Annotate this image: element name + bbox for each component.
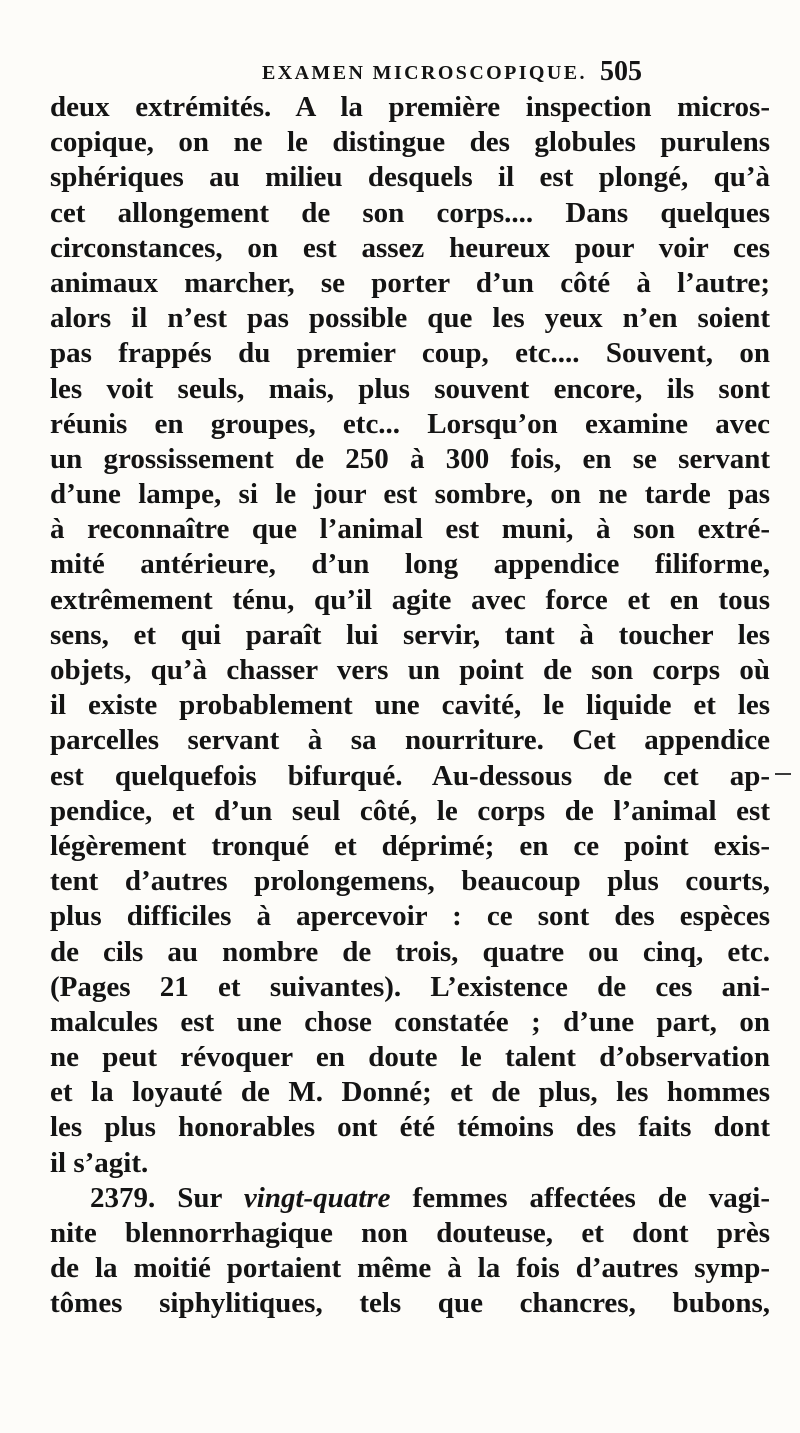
text-segment: femmes affectées de vagi- bbox=[412, 1181, 771, 1214]
text-line: à reconnaître que l’animal est muni, à son extré- bbox=[50, 513, 770, 546]
text-line: sphériques au milieu desquels il est plongé, qu’à bbox=[50, 161, 770, 194]
running-head-title: EXAMEN MICROSCOPIQUE. bbox=[262, 62, 587, 84]
text-line: il existe probablement une cavité, le liquide et les bbox=[50, 689, 770, 722]
text-line: ne peut révoquer en doute le talent d’observation bbox=[50, 1041, 770, 1074]
text-line: les voit seuls, mais, plus souvent encore, ils sont bbox=[50, 372, 770, 405]
text-line: objets, qu’à chasser vers un point de son corps où bbox=[50, 654, 770, 686]
text-line: cet allongement de son corps.... Dans quelques bbox=[50, 196, 770, 229]
text-line: alors il n’est pas possible que les yeux n’en soient bbox=[50, 302, 770, 335]
text-line: extrêmement ténu, qu’il agite avec force et en tous bbox=[50, 583, 770, 616]
paragraph-start-line bbox=[50, 1181, 770, 1216]
text-line: tômes siphylitiques, tels que chancres, bubons, bbox=[50, 1287, 770, 1320]
text-line: parcelles servant à sa nourriture. Cet appendice bbox=[50, 724, 770, 757]
text-line: nite blennorrhagique non douteuse, et dont près bbox=[50, 1217, 770, 1249]
text-line: les plus honorables ont été témoins des faits dont bbox=[50, 1111, 770, 1144]
text-line: d’une lampe, si le jour est sombre, on ne tarde pas bbox=[50, 478, 770, 511]
text-segment: Sur bbox=[177, 1181, 222, 1214]
text-line: (Pages 21 et suivantes). L’existence de ces ani- bbox=[50, 970, 770, 1003]
text-line: est quelquefois bifurqué. Au-dessous de cet ap- bbox=[50, 759, 770, 792]
text-line: de cils au nombre de trois, quatre ou cinq, etc. bbox=[50, 935, 770, 968]
text-line: copique, on ne le distingue des globules purulens bbox=[50, 126, 770, 159]
text-line: deux extrémités. A la première inspection micros- bbox=[50, 91, 770, 123]
text-line: pendice, et d’un seul côté, le corps de l’animal est bbox=[50, 794, 770, 827]
paragraph-end-line: il s’agit. bbox=[50, 1146, 149, 1179]
text-line: réunis en groupes, etc... Lorsqu’on examine avec bbox=[50, 407, 770, 440]
text-line: de la moitié portaient même à la fois d’autres symp- bbox=[50, 1252, 770, 1285]
text-line: sens, et qui paraît lui servir, tant à toucher les bbox=[50, 618, 770, 651]
text-line: mité antérieure, d’un long appendice filiforme, bbox=[50, 548, 770, 581]
text-line: circonstances, on est assez heureux pour voir ces bbox=[50, 231, 770, 264]
body-text bbox=[50, 90, 770, 1322]
text-line: légèrement tronqué et déprimé; en ce point exis- bbox=[50, 829, 770, 862]
margin-mark bbox=[775, 773, 791, 775]
italic-emphasis: vingt-quatre bbox=[243, 1181, 391, 1214]
paragraph-number: 2379. bbox=[90, 1181, 156, 1214]
text-line: un grossissement de 250 à 300 fois, en se servant bbox=[50, 442, 770, 475]
text-line: plus difficiles à apercevoir : ce sont des espèces bbox=[50, 900, 770, 933]
text-line: animaux marcher, se porter d’un côté à l’autre; bbox=[50, 266, 770, 299]
text-line: et la loyauté de M. Donné; et de plus, les hommes bbox=[50, 1076, 770, 1109]
text-line: malcules est une chose constatée ; d’une part, on bbox=[50, 1005, 770, 1038]
text-line: pas frappés du premier coup, etc.... Souvent, on bbox=[50, 337, 770, 370]
page-number: 505 bbox=[600, 56, 642, 87]
running-head bbox=[0, 56, 800, 90]
text-line: tent d’autres prolongemens, beaucoup plus courts, bbox=[50, 865, 770, 898]
